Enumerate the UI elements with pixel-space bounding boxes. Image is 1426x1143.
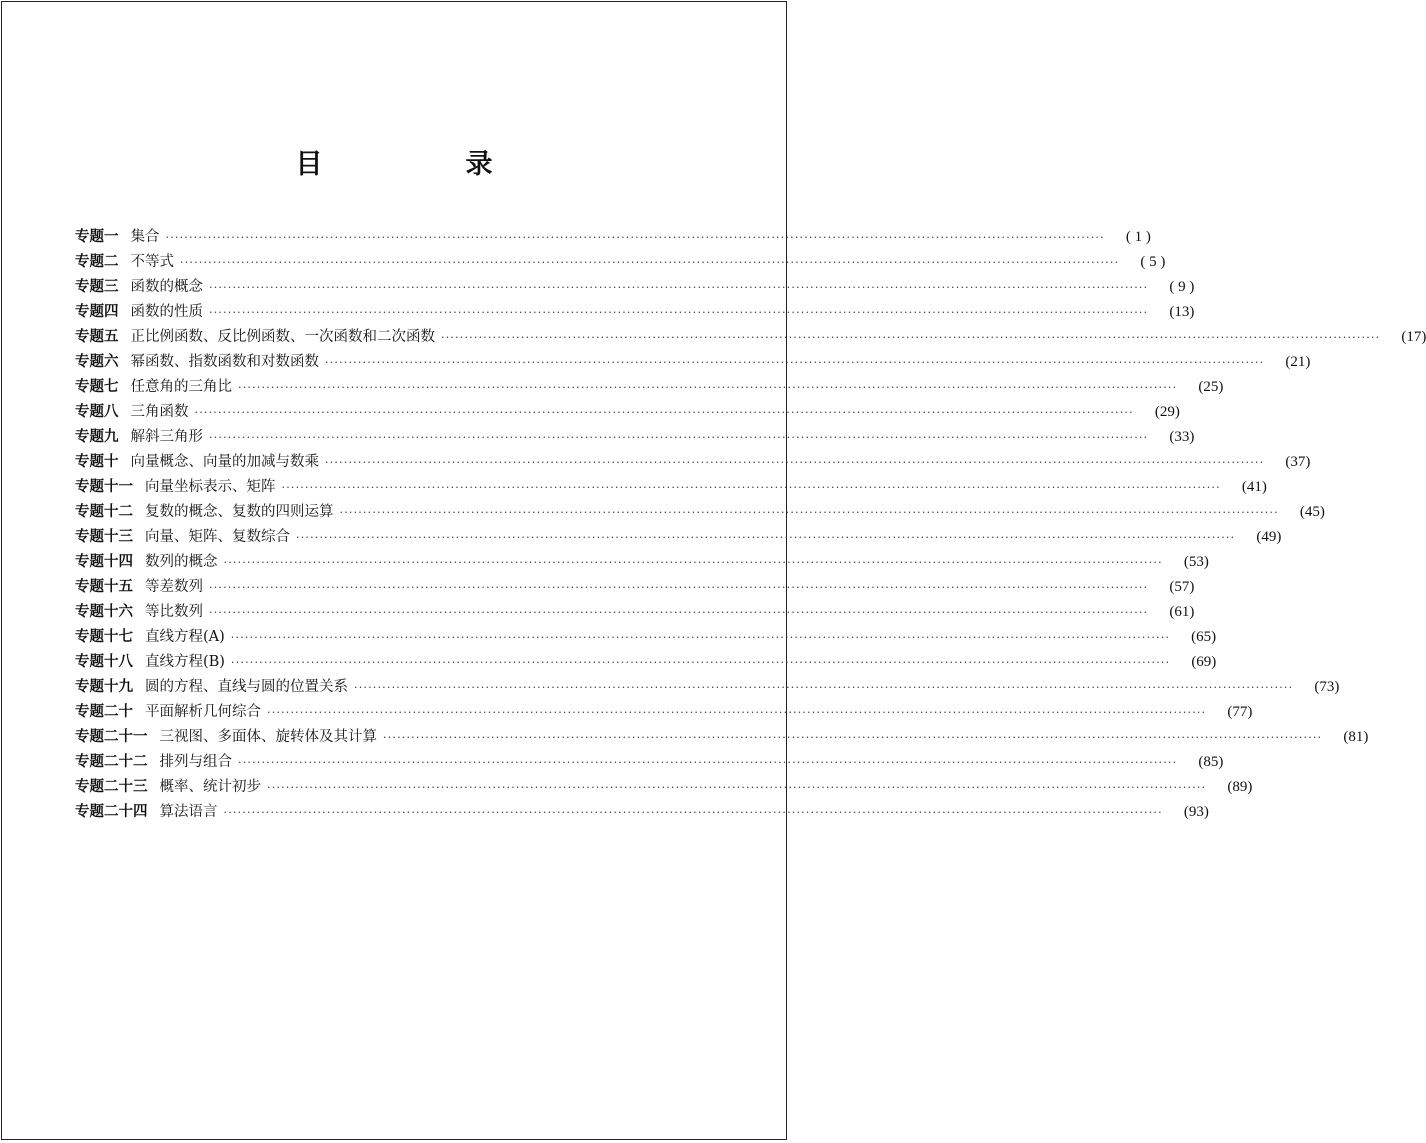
toc-entry [75, 300, 1195, 325]
toc-entry [75, 400, 1180, 425]
toc-topic-label: 专题十二 [75, 504, 133, 520]
toc-page-number: (93) [1183, 804, 1209, 820]
toc-entry [75, 325, 1426, 350]
toc-page-number: (49) [1256, 529, 1282, 545]
dot-leader: ········································································································································································································ [339, 506, 1279, 519]
toc-topic-label: 专题三 [75, 279, 119, 295]
toc-page-number: (21) [1285, 354, 1311, 370]
toc-entry [75, 750, 1224, 775]
toc-topic-name: 排列与组合 [159, 754, 232, 770]
toc-topic-name: 集合 [130, 229, 160, 245]
toc-entry [75, 475, 1267, 500]
toc-entry [75, 500, 1325, 525]
toc-entry [75, 675, 1340, 700]
toc-page-number: (13) [1169, 304, 1195, 320]
dot-leader: ········································································································································································································ [325, 356, 1265, 369]
toc-page-number: (41) [1241, 479, 1267, 495]
toc-topic-label: 专题八 [75, 404, 119, 420]
toc-topic-label: 专题二十一 [75, 729, 148, 745]
toc-page-number: (25) [1198, 379, 1224, 395]
toc-topic-label: 专题十五 [75, 579, 133, 595]
dot-leader: ········································································································································································································ [281, 481, 1221, 494]
toc-topic-label: 专题十一 [75, 479, 133, 495]
toc-page-number: (85) [1198, 754, 1224, 770]
toc-topic-label: 专题九 [75, 429, 119, 445]
dot-leader: ········································································································································································································ [267, 706, 1207, 719]
toc-page-number: (29) [1154, 404, 1180, 420]
toc-page-number: (81) [1343, 729, 1369, 745]
dot-leader: ········································································································································································································ [209, 306, 1149, 319]
toc-topic-name: 向量坐标表示、矩阵 [145, 479, 276, 495]
dot-leader: ········································································································································································································ [165, 231, 1105, 244]
toc-topic-name: 算法语言 [159, 804, 218, 820]
toc-page-number: (17) [1401, 329, 1426, 345]
toc-page-number: ( 9 ) [1169, 279, 1195, 295]
toc-topic-name: 幂函数、指数函数和对数函数 [130, 354, 319, 370]
dot-leader: ········································································································································································································ [383, 731, 1323, 744]
toc-page-number: (73) [1314, 679, 1340, 695]
toc-page-number: (69) [1191, 654, 1217, 670]
toc-topic-label: 专题一 [75, 229, 119, 245]
toc-topic-name: 数列的概念 [145, 554, 218, 570]
toc-topic-name: 正比例函数、反比例函数、一次函数和二次函数 [130, 329, 435, 345]
dot-leader: ········································································································································································································ [223, 806, 1163, 819]
toc-topic-label: 专题二十 [75, 704, 133, 720]
dot-leader: ········································································································································································································ [209, 606, 1149, 619]
toc-page-number: ( 5 ) [1140, 254, 1166, 270]
toc-topic-label: 专题十六 [75, 604, 133, 620]
toc-topic-name: 任意角的三角比 [130, 379, 232, 395]
toc-topic-name: 平面解析几何综合 [145, 704, 261, 720]
toc-entry [75, 625, 1217, 650]
toc-page-number: (57) [1169, 579, 1195, 595]
dot-leader: ········································································································································································································ [238, 381, 1178, 394]
dot-leader: ········································································································································································································ [230, 631, 1171, 644]
dot-leader: ········································································································································································································ [354, 681, 1294, 694]
toc-page-number: (33) [1169, 429, 1195, 445]
toc-entry [75, 525, 1282, 550]
toc-entry [75, 650, 1217, 675]
toc-topic-name: 圆的方程、直线与圆的位置关系 [145, 679, 348, 695]
dot-leader: ········································································································································································································ [223, 556, 1163, 569]
toc-topic-label: 专题二十三 [75, 779, 148, 795]
toc-topic-label: 专题十四 [75, 554, 133, 570]
dot-leader: ········································································································································································································ [209, 281, 1149, 294]
toc-topic-label: 专题十 [75, 454, 119, 470]
toc-topic-label: 专题十七 [75, 629, 133, 645]
toc-page-number: (45) [1299, 504, 1325, 520]
toc-page-number: (65) [1191, 629, 1217, 645]
toc-entry [75, 550, 1209, 575]
toc-topic-label: 专题十三 [75, 529, 133, 545]
toc-topic-name: 三角函数 [130, 404, 189, 420]
toc-topic-name: 解斜三角形 [130, 429, 203, 445]
table-of-contents [75, 225, 1426, 825]
toc-topic-name: 概率、统计初步 [159, 779, 261, 795]
dot-leader: ········································································································································································································ [267, 781, 1207, 794]
toc-topic-label: 专题十九 [75, 679, 133, 695]
dot-leader: ········································································································································································································ [230, 656, 1171, 669]
toc-topic-name: 向量、矩阵、复数综合 [145, 529, 290, 545]
toc-topic-name: 等差数列 [145, 579, 203, 595]
toc-topic-name: 向量概念、向量的加减与数乘 [130, 454, 319, 470]
dot-leader: ········································································································································································································ [180, 256, 1120, 269]
dot-leader: ········································································································································································································ [296, 531, 1236, 544]
toc-page-number: ( 1 ) [1125, 229, 1151, 245]
dot-leader: ········································································································································································································ [194, 406, 1134, 419]
toc-topic-name: 不等式 [130, 254, 174, 270]
toc-topic-label: 专题十八 [75, 654, 133, 670]
toc-entry [75, 425, 1195, 450]
toc-topic-name: 函数的性质 [130, 304, 203, 320]
toc-entry [75, 700, 1253, 725]
toc-topic-label: 专题五 [75, 329, 119, 345]
toc-entry [75, 350, 1311, 375]
toc-entry [75, 275, 1195, 300]
toc-topic-label: 专题六 [75, 354, 119, 370]
toc-entry [75, 800, 1209, 825]
dot-leader: ········································································································································································································ [325, 456, 1265, 469]
toc-page-number: (61) [1169, 604, 1195, 620]
page-title: 目 录 [295, 149, 551, 180]
toc-topic-name: 等比数列 [145, 604, 203, 620]
toc-page-number: (53) [1183, 554, 1209, 570]
toc-entry [75, 725, 1369, 750]
toc-topic-name: 直线方程(B) [145, 654, 225, 670]
dot-leader: ········································································································································································································ [209, 431, 1149, 444]
toc-topic-label: 专题二十二 [75, 754, 148, 770]
toc-page-number: (37) [1285, 454, 1311, 470]
toc-page-number: (77) [1227, 704, 1253, 720]
toc-topic-label: 专题四 [75, 304, 119, 320]
toc-topic-label: 专题二十四 [75, 804, 148, 820]
toc-entry [75, 775, 1253, 800]
toc-entry [75, 450, 1311, 475]
toc-topic-name: 三视图、多面体、旋转体及其计算 [159, 729, 377, 745]
toc-topic-label: 专题二 [75, 254, 119, 270]
toc-entry [75, 250, 1166, 275]
dot-leader: ········································································································································································································ [441, 331, 1381, 344]
toc-topic-label: 专题七 [75, 379, 119, 395]
toc-topic-name: 函数的概念 [130, 279, 203, 295]
toc-entry [75, 575, 1195, 600]
toc-entry [75, 225, 1151, 250]
dot-leader: ········································································································································································································ [238, 756, 1178, 769]
toc-entry [75, 375, 1224, 400]
dot-leader: ········································································································································································································ [209, 581, 1149, 594]
document-page [1, 1, 1426, 1140]
toc-page-number: (89) [1227, 779, 1253, 795]
toc-entry [75, 600, 1195, 625]
toc-topic-name: 复数的概念、复数的四则运算 [145, 504, 334, 520]
toc-topic-name: 直线方程(A) [145, 629, 225, 645]
